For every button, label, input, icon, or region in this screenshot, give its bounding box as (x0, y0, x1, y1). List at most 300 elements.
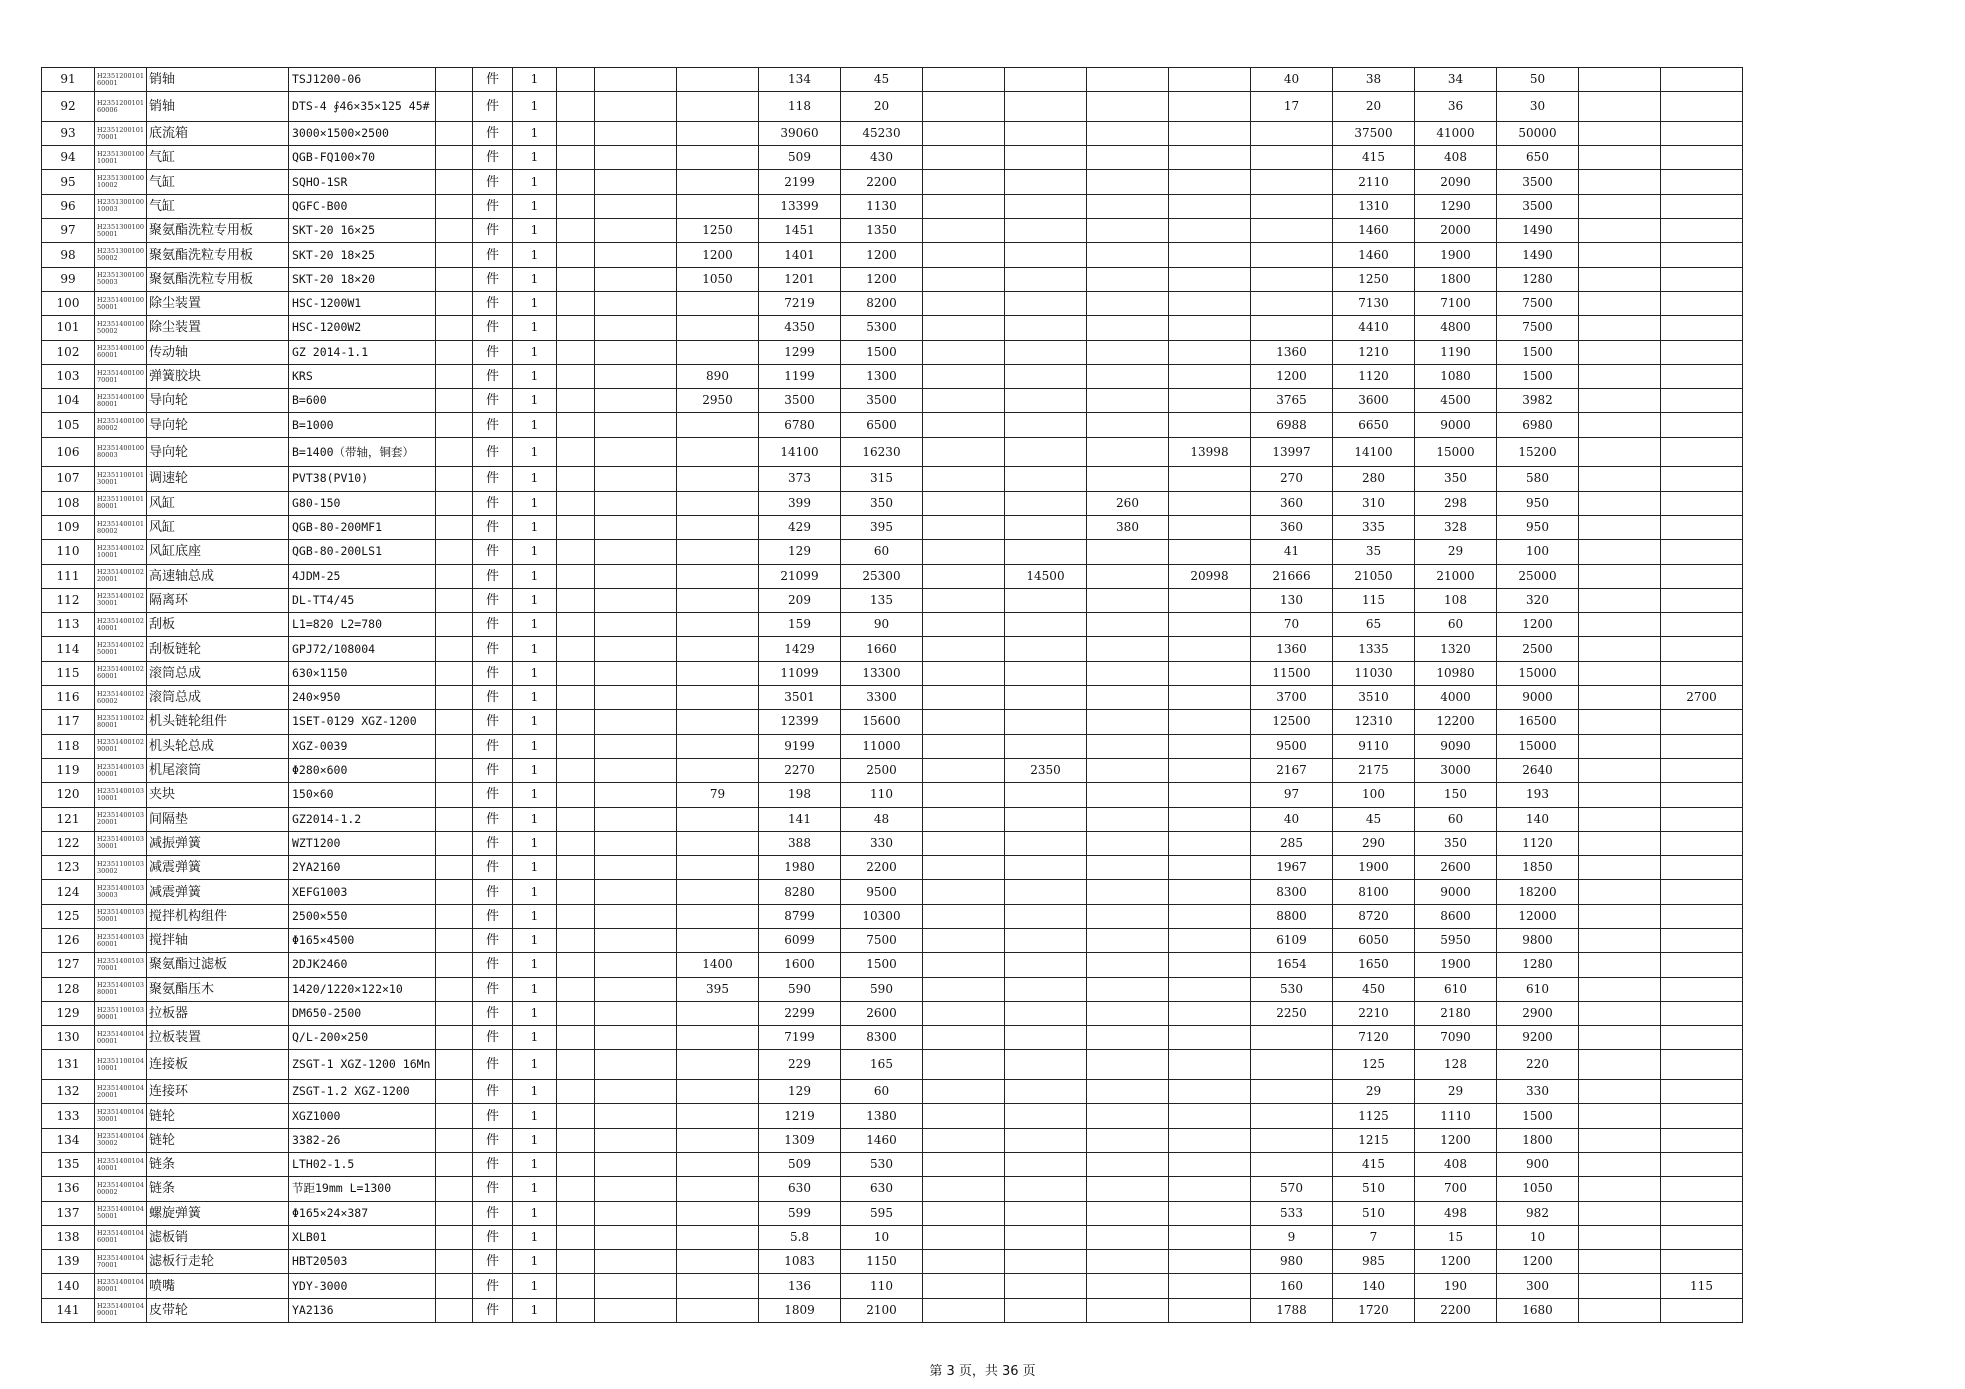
price-col-1 (595, 491, 677, 515)
price-col-10: 1120 (1333, 364, 1415, 388)
price-col-9: 1360 (1251, 637, 1333, 661)
price-col-8 (1169, 243, 1251, 267)
price-col-3: 198 (759, 783, 841, 807)
quantity: 1 (513, 540, 557, 564)
price-col-12: 1500 (1497, 1104, 1579, 1128)
price-col-12: 950 (1497, 491, 1579, 515)
price-col-6 (1005, 1250, 1087, 1274)
quantity: 1 (513, 928, 557, 952)
table-row (42, 243, 1743, 267)
price-col-14 (1661, 1298, 1743, 1322)
unit: 件 (473, 953, 513, 977)
price-col-8 (1169, 856, 1251, 880)
price-col-11: 5950 (1415, 928, 1497, 952)
item-name: 底流箱 (147, 121, 289, 145)
price-col-14 (1661, 880, 1743, 904)
price-col-13 (1579, 1080, 1661, 1104)
price-col-10: 65 (1333, 613, 1415, 637)
material-code: H2351400104 30002 (95, 1128, 147, 1152)
price-col-1 (595, 1001, 677, 1025)
row-number: 108 (42, 491, 95, 515)
quantity: 1 (513, 686, 557, 710)
price-col-13 (1579, 68, 1661, 92)
unit: 件 (473, 340, 513, 364)
price-col-2 (677, 291, 759, 315)
row-number: 103 (42, 364, 95, 388)
price-col-3: 2270 (759, 758, 841, 782)
price-col-7 (1087, 68, 1169, 92)
unit: 件 (473, 1001, 513, 1025)
blank-cell (436, 1080, 473, 1104)
table-row (42, 1274, 1743, 1298)
price-col-2 (677, 1250, 759, 1274)
price-col-9: 270 (1251, 467, 1333, 491)
price-col-6 (1005, 977, 1087, 1001)
price-col-8 (1169, 734, 1251, 758)
price-col-2 (677, 588, 759, 612)
price-col-6 (1005, 491, 1087, 515)
price-col-12: 9800 (1497, 928, 1579, 952)
price-col-6 (1005, 637, 1087, 661)
unit: 件 (473, 437, 513, 467)
price-col-4: 10300 (841, 904, 923, 928)
price-col-13 (1579, 1026, 1661, 1050)
quantity: 1 (513, 467, 557, 491)
blank-cell (436, 316, 473, 340)
price-col-8 (1169, 68, 1251, 92)
price-col-14 (1661, 491, 1743, 515)
price-col-12: 9000 (1497, 686, 1579, 710)
blank-cell (436, 758, 473, 782)
row-number: 110 (42, 540, 95, 564)
price-col-12: 220 (1497, 1050, 1579, 1080)
row-number: 95 (42, 170, 95, 194)
price-col-14 (1661, 219, 1743, 243)
price-col-1 (595, 467, 677, 491)
item-spec: 4JDM-25 (289, 564, 436, 588)
price-col-3: 1809 (759, 1298, 841, 1322)
blank-cell (436, 831, 473, 855)
blank-cell (557, 1152, 595, 1176)
price-comparison-table (41, 67, 1743, 1323)
table-row (42, 146, 1743, 170)
price-col-10: 4410 (1333, 316, 1415, 340)
row-number: 140 (42, 1274, 95, 1298)
price-col-2: 1050 (677, 267, 759, 291)
price-col-1 (595, 291, 677, 315)
blank-cell (557, 1250, 595, 1274)
price-col-6 (1005, 1080, 1087, 1104)
price-col-7 (1087, 1225, 1169, 1249)
item-spec: DM650-2500 (289, 1001, 436, 1025)
price-col-11: 498 (1415, 1201, 1497, 1225)
price-col-1 (595, 564, 677, 588)
price-col-7 (1087, 121, 1169, 145)
price-col-9: 1200 (1251, 364, 1333, 388)
price-col-5 (923, 1050, 1005, 1080)
price-col-6 (1005, 1104, 1087, 1128)
price-col-5 (923, 856, 1005, 880)
price-col-8 (1169, 1225, 1251, 1249)
quantity: 1 (513, 588, 557, 612)
item-name: 滤板销 (147, 1225, 289, 1249)
price-col-14 (1661, 1177, 1743, 1201)
price-col-5 (923, 243, 1005, 267)
price-col-3: 3500 (759, 389, 841, 413)
price-col-7 (1087, 1201, 1169, 1225)
price-col-10: 100 (1333, 783, 1415, 807)
blank-cell (436, 710, 473, 734)
material-code: H2351400102 90001 (95, 734, 147, 758)
price-col-9: 12500 (1251, 710, 1333, 734)
price-col-8: 20998 (1169, 564, 1251, 588)
table-row (42, 758, 1743, 782)
price-col-11: 1110 (1415, 1104, 1497, 1128)
price-col-14 (1661, 564, 1743, 588)
material-code: H2351400100 80001 (95, 389, 147, 413)
price-col-14 (1661, 807, 1743, 831)
price-col-14 (1661, 291, 1743, 315)
unit: 件 (473, 1250, 513, 1274)
blank-cell (557, 880, 595, 904)
price-col-2 (677, 1225, 759, 1249)
unit: 件 (473, 928, 513, 952)
price-col-8 (1169, 831, 1251, 855)
price-col-3: 5.8 (759, 1225, 841, 1249)
price-col-1 (595, 758, 677, 782)
price-col-9 (1251, 1128, 1333, 1152)
price-col-13 (1579, 783, 1661, 807)
price-col-2 (677, 1080, 759, 1104)
blank-cell (557, 686, 595, 710)
item-spec: SKT-20 16×25 (289, 219, 436, 243)
blank-cell (436, 219, 473, 243)
price-col-11: 60 (1415, 613, 1497, 637)
blank-cell (436, 92, 473, 122)
price-col-2 (677, 880, 759, 904)
price-col-13 (1579, 977, 1661, 1001)
price-col-2 (677, 661, 759, 685)
price-col-9 (1251, 1104, 1333, 1128)
blank-cell (557, 491, 595, 515)
price-col-14 (1661, 243, 1743, 267)
price-col-5 (923, 734, 1005, 758)
price-col-7 (1087, 783, 1169, 807)
price-col-5 (923, 1177, 1005, 1201)
price-col-11: 2600 (1415, 856, 1497, 880)
price-col-14 (1661, 467, 1743, 491)
price-col-2 (677, 92, 759, 122)
price-col-13 (1579, 928, 1661, 952)
price-col-13 (1579, 1177, 1661, 1201)
price-col-13 (1579, 194, 1661, 218)
quantity: 1 (513, 1026, 557, 1050)
price-col-3: 1219 (759, 1104, 841, 1128)
item-spec: 1SET-0129 XGZ-1200 (289, 710, 436, 734)
blank-cell (436, 1128, 473, 1152)
table-row (42, 1080, 1743, 1104)
table-row (42, 1001, 1743, 1025)
price-col-9: 1788 (1251, 1298, 1333, 1322)
blank-cell (436, 467, 473, 491)
unit: 件 (473, 491, 513, 515)
price-col-3: 229 (759, 1050, 841, 1080)
price-col-11: 1080 (1415, 364, 1497, 388)
price-col-8 (1169, 170, 1251, 194)
row-number: 105 (42, 413, 95, 437)
price-col-10: 7 (1333, 1225, 1415, 1249)
price-col-12: 6980 (1497, 413, 1579, 437)
price-col-8 (1169, 637, 1251, 661)
unit: 件 (473, 540, 513, 564)
blank-cell (557, 588, 595, 612)
table-row (42, 880, 1743, 904)
row-number: 131 (42, 1050, 95, 1080)
price-col-4: 1660 (841, 637, 923, 661)
row-number: 114 (42, 637, 95, 661)
item-spec: WZT1200 (289, 831, 436, 855)
price-col-9 (1251, 291, 1333, 315)
price-col-10: 125 (1333, 1050, 1415, 1080)
price-col-3: 12399 (759, 710, 841, 734)
price-col-2: 890 (677, 364, 759, 388)
price-col-12: 15000 (1497, 661, 1579, 685)
price-col-1 (595, 613, 677, 637)
item-name: 链条 (147, 1177, 289, 1201)
material-code: H2351400104 30001 (95, 1104, 147, 1128)
material-code: H2351400102 30001 (95, 588, 147, 612)
price-col-11: 29 (1415, 540, 1497, 564)
blank-cell (436, 146, 473, 170)
table-row (42, 467, 1743, 491)
table-row (42, 588, 1743, 612)
blank-cell (436, 880, 473, 904)
material-code: H2351400103 60001 (95, 928, 147, 952)
price-col-9: 2167 (1251, 758, 1333, 782)
price-col-4: 1500 (841, 953, 923, 977)
blank-cell (557, 856, 595, 880)
price-col-9: 3700 (1251, 686, 1333, 710)
price-col-2 (677, 170, 759, 194)
price-col-7 (1087, 928, 1169, 952)
price-col-11: 150 (1415, 783, 1497, 807)
price-col-12: 650 (1497, 146, 1579, 170)
item-spec: Q/L-200×250 (289, 1026, 436, 1050)
item-name: 风缸 (147, 515, 289, 539)
price-col-7 (1087, 734, 1169, 758)
price-col-3: 4350 (759, 316, 841, 340)
unit: 件 (473, 121, 513, 145)
price-col-10: 8100 (1333, 880, 1415, 904)
table-row (42, 856, 1743, 880)
price-col-8 (1169, 92, 1251, 122)
price-col-5 (923, 437, 1005, 467)
price-col-14 (1661, 758, 1743, 782)
price-col-8 (1169, 121, 1251, 145)
item-name: 机尾滚筒 (147, 758, 289, 782)
price-col-7 (1087, 194, 1169, 218)
item-name: 滤板行走轮 (147, 1250, 289, 1274)
blank-cell (557, 1225, 595, 1249)
price-col-5 (923, 1104, 1005, 1128)
table-row (42, 564, 1743, 588)
unit: 件 (473, 1080, 513, 1104)
price-col-2 (677, 316, 759, 340)
item-name: 刮板链轮 (147, 637, 289, 661)
price-col-7 (1087, 170, 1169, 194)
blank-cell (436, 734, 473, 758)
unit: 件 (473, 758, 513, 782)
quantity: 1 (513, 146, 557, 170)
row-number: 122 (42, 831, 95, 855)
price-col-11: 15000 (1415, 437, 1497, 467)
price-col-14 (1661, 1225, 1743, 1249)
item-spec: SKT-20 18×25 (289, 243, 436, 267)
blank-cell (557, 1001, 595, 1025)
price-col-9 (1251, 121, 1333, 145)
blank-cell (436, 194, 473, 218)
price-col-14 (1661, 170, 1743, 194)
price-col-11: 408 (1415, 146, 1497, 170)
blank-cell (436, 515, 473, 539)
price-col-12: 1120 (1497, 831, 1579, 855)
price-col-12: 1680 (1497, 1298, 1579, 1322)
blank-cell (436, 1104, 473, 1128)
material-code: H2351100103 30002 (95, 856, 147, 880)
item-name: 拉板装置 (147, 1026, 289, 1050)
item-name: 导向轮 (147, 389, 289, 413)
price-col-4: 135 (841, 588, 923, 612)
price-col-6 (1005, 467, 1087, 491)
price-col-5 (923, 515, 1005, 539)
price-col-2 (677, 540, 759, 564)
table-row (42, 364, 1743, 388)
price-col-6 (1005, 831, 1087, 855)
row-number: 117 (42, 710, 95, 734)
price-col-11: 60 (1415, 807, 1497, 831)
price-col-14 (1661, 710, 1743, 734)
price-col-5 (923, 413, 1005, 437)
price-col-4: 90 (841, 613, 923, 637)
price-col-10: 1210 (1333, 340, 1415, 364)
price-col-2 (677, 1001, 759, 1025)
row-number: 101 (42, 316, 95, 340)
blank-cell (436, 291, 473, 315)
price-col-6 (1005, 613, 1087, 637)
price-col-8 (1169, 491, 1251, 515)
price-col-7 (1087, 613, 1169, 637)
price-col-11: 1200 (1415, 1250, 1497, 1274)
blank-cell (557, 68, 595, 92)
row-number: 128 (42, 977, 95, 1001)
price-col-2 (677, 1128, 759, 1152)
price-col-1 (595, 92, 677, 122)
price-col-8 (1169, 146, 1251, 170)
quantity: 1 (513, 316, 557, 340)
material-code: H2351400104 20001 (95, 1080, 147, 1104)
item-name: 搅拌机构组件 (147, 904, 289, 928)
price-col-5 (923, 588, 1005, 612)
table-row (42, 413, 1743, 437)
item-name: 导向轮 (147, 437, 289, 467)
table-row (42, 170, 1743, 194)
price-col-12: 1500 (1497, 340, 1579, 364)
blank-cell (557, 121, 595, 145)
price-col-6 (1005, 1201, 1087, 1225)
price-col-7 (1087, 588, 1169, 612)
price-col-1 (595, 243, 677, 267)
price-col-1 (595, 219, 677, 243)
price-col-13 (1579, 710, 1661, 734)
price-col-5 (923, 219, 1005, 243)
price-col-10: 9110 (1333, 734, 1415, 758)
unit: 件 (473, 1050, 513, 1080)
price-col-1 (595, 637, 677, 661)
price-col-8 (1169, 340, 1251, 364)
price-col-7 (1087, 467, 1169, 491)
price-col-2 (677, 515, 759, 539)
price-col-4: 330 (841, 831, 923, 855)
price-col-12: 16500 (1497, 710, 1579, 734)
unit: 件 (473, 1274, 513, 1298)
price-col-12: 100 (1497, 540, 1579, 564)
table-row (42, 928, 1743, 952)
price-col-6 (1005, 953, 1087, 977)
price-col-13 (1579, 1128, 1661, 1152)
price-col-14 (1661, 316, 1743, 340)
quantity: 1 (513, 710, 557, 734)
price-col-14 (1661, 413, 1743, 437)
price-col-7 (1087, 437, 1169, 467)
blank-cell (557, 1201, 595, 1225)
price-col-11: 29 (1415, 1080, 1497, 1104)
row-number: 133 (42, 1104, 95, 1128)
blank-cell (557, 146, 595, 170)
price-col-5 (923, 686, 1005, 710)
price-col-13 (1579, 637, 1661, 661)
quantity: 1 (513, 92, 557, 122)
price-col-5 (923, 783, 1005, 807)
blank-cell (436, 170, 473, 194)
table-row (42, 831, 1743, 855)
price-col-7 (1087, 1001, 1169, 1025)
price-col-5 (923, 1250, 1005, 1274)
price-col-10: 115 (1333, 588, 1415, 612)
price-col-11: 298 (1415, 491, 1497, 515)
price-col-7 (1087, 953, 1169, 977)
item-name: 弹簧胶块 (147, 364, 289, 388)
price-col-5 (923, 613, 1005, 637)
price-col-6 (1005, 783, 1087, 807)
blank-cell (436, 613, 473, 637)
unit: 件 (473, 68, 513, 92)
table-row (42, 515, 1743, 539)
material-code: H2351100103 90001 (95, 1001, 147, 1025)
price-col-11: 1320 (1415, 637, 1497, 661)
price-col-1 (595, 856, 677, 880)
price-col-3: 209 (759, 588, 841, 612)
price-col-11: 4500 (1415, 389, 1497, 413)
price-col-11: 15 (1415, 1225, 1497, 1249)
item-spec: B=1000 (289, 413, 436, 437)
item-name: 气缸 (147, 194, 289, 218)
price-col-4: 395 (841, 515, 923, 539)
material-code: H2351400104 50001 (95, 1201, 147, 1225)
price-col-7 (1087, 1050, 1169, 1080)
price-col-11: 7090 (1415, 1026, 1497, 1050)
price-col-8 (1169, 588, 1251, 612)
price-col-9 (1251, 1026, 1333, 1050)
